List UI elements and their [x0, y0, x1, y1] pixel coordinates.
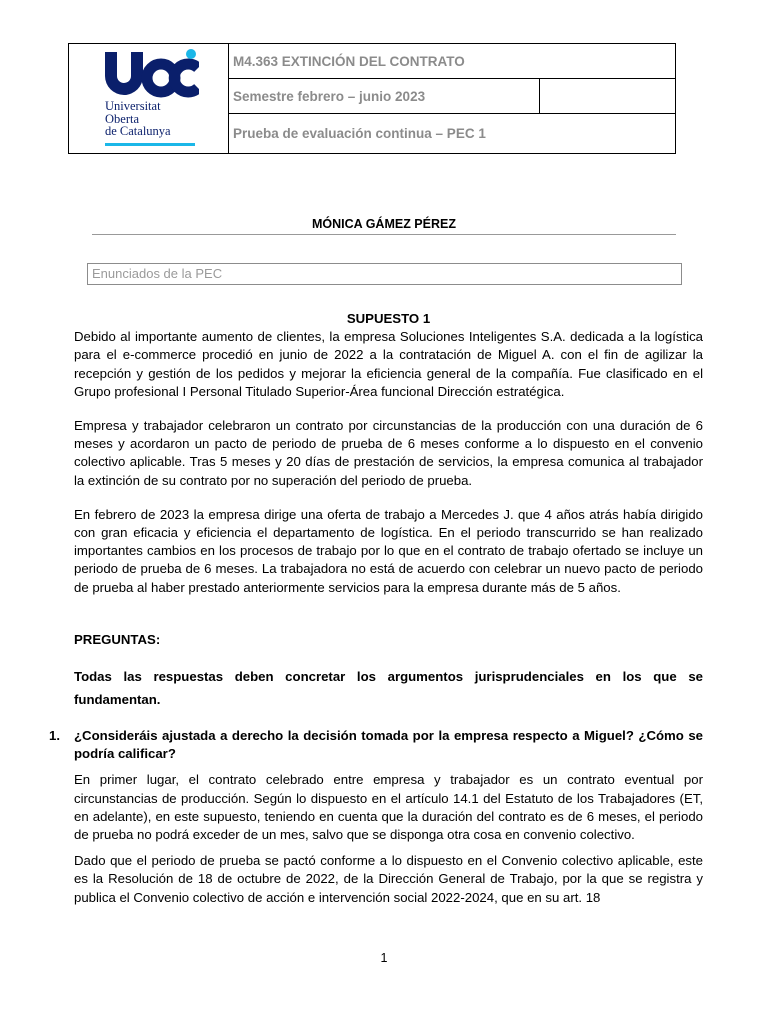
answer-paragraph-2: Dado que el periodo de prueba se pactó conforme a lo dispuesto en el Convenio colectivo aplicable, este es la Resolución de 18 de octubre de 2022, de la Dirección General de Trabajo, por la que se registra y publica el Convenio colectivo de acción e intervención social 2022-2024, que en su art. 18: [74, 853, 703, 905]
document-body: [49, 310, 703, 907]
question-number: 1.: [49, 728, 60, 744]
header-table: [68, 43, 676, 154]
case-title: SUPUESTO 1: [346, 311, 431, 326]
author-divider: [92, 234, 676, 235]
logo-cell: [69, 44, 229, 153]
paragraph-3: En febrero de 2023 la empresa dirige una oferta de trabajo a Mercedes J. que 4 años atrás había dirigido con gran eficacia y eficiencia el departamento de logística. En el periodo transcurrido se han realizado importantes cambios en los procesos de trabajo por lo que en el contrato de trabajo ofertado se incluye un periodo de prueba de 6 meses. La trabajadora no está de acuerdo con celebrar un nuevo pacto de periodo de prueba al haber prestado anteriormente servicios para la empresa durante más de 5 años.: [74, 506, 703, 595]
question-text: ¿Consideráis ajustada a derecho la decisión tomada por la empresa respecto a Miguel? ¿Cómo se podría calificar?: [74, 728, 703, 762]
answer-paragraph-1: En primer lugar, el contrato celebrado entre empresa y trabajador es un contrato eventual por circunstancias de producción. Según lo dispuesto en el artículo 14.1 del Estatuto de los Trabajadores (ET, en adelante), en este supuesto, teniendo en cuenta que la duración del contrato es de 6 meses, el periodo de prueba no podrá exceder de un mes, salvo que se disponga otra cosa en convenio colectivo.: [74, 772, 703, 843]
uoc-logo-wordmark: [103, 48, 199, 98]
paragraph-2: Empresa y trabajador celebraron un contrato por circunstancias de la producción con una duración de 6 meses y acordaron un pacto de periodo de prueba de 6 meses conforme a lo dispuesto en el convenio colectivo aplicable. Tras 5 meses y 20 días de prestación de servicios, la empresa comunica al trabajador la extinción de su contrato por no superación del periodo de prueba.: [74, 418, 703, 488]
logo-accent-bar: [105, 143, 195, 146]
uoc-logo-text: Universitat Oberta de Catalunya: [105, 99, 171, 138]
question-1: [49, 727, 703, 763]
section-label-box: Enunciados de la PEC: [87, 263, 682, 285]
assessment-label: Prueba de evaluación continua – PEC 1: [233, 126, 486, 141]
semester-label: Semestre febrero – junio 2023: [229, 79, 675, 114]
page-number: 1: [380, 951, 388, 965]
instruction-text: Todas las respuestas deben concretar los argumentos jurisprudenciales en los que se fundamentan.: [74, 669, 703, 708]
header-divider: [539, 79, 540, 114]
questions-heading: PREGUNTAS:: [74, 631, 161, 647]
paragraph-1: Debido al importante aumento de clientes, la empresa Soluciones Inteligentes S.A. dedicada a la logística para el e-commerce procedió en junio de 2022 a la contratación de Miguel A. con el fin de agilizar la recepción y gestión de los pedidos y mejorar la eficiencia general de la compañía. Fue clasificado en el Grupo profesional I Personal Titulado Superior-Área funcional Dirección estratégica.: [74, 329, 703, 399]
author-name: MÓNICA GÁMEZ PÉREZ: [312, 217, 456, 231]
course-title: M4.363 EXTINCIÓN DEL CONTRATO: [229, 44, 675, 79]
